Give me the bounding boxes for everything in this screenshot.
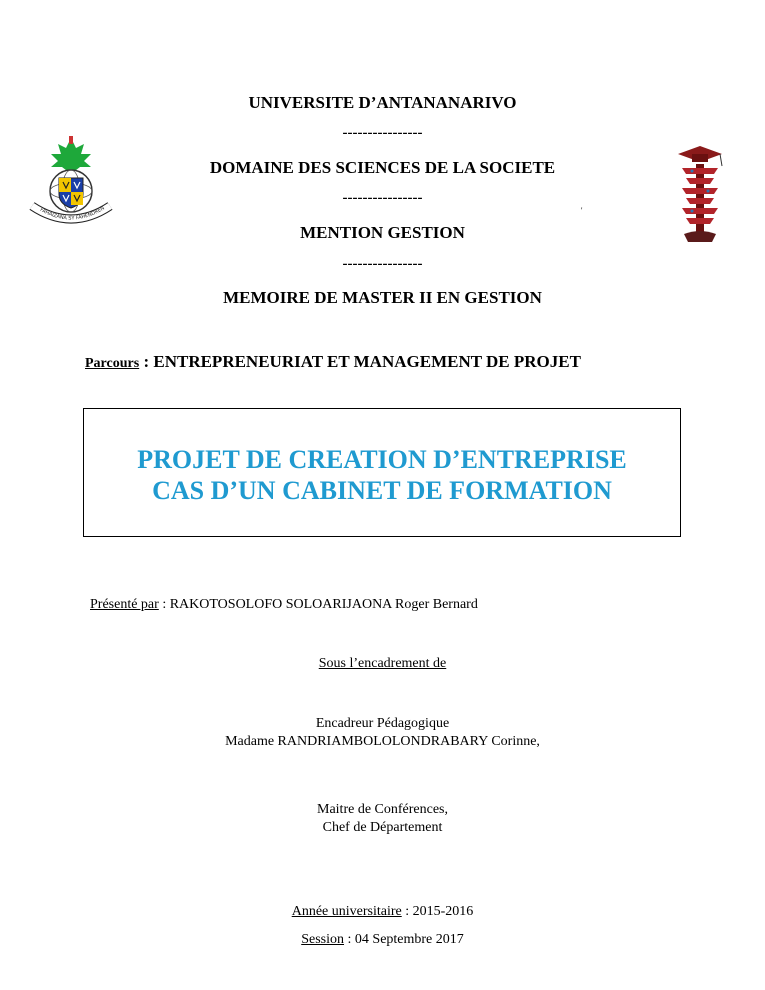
supervisor-role: Encadreur Pédagogique xyxy=(315,716,450,731)
supervisor-title-1: Maitre de Conférences, xyxy=(317,802,448,817)
academic-year-label: Année universitaire xyxy=(291,904,402,919)
logo-motto: FAHAIZANA SY FAHENDREN xyxy=(38,205,106,222)
supervisor-name: Madame RANDRIAMBOLOLONDRABARY Corinne, xyxy=(225,734,540,749)
university-crest-icon xyxy=(28,134,114,234)
presented-by-line xyxy=(90,597,478,613)
presented-separator: : xyxy=(158,597,170,612)
academic-year-separator: : xyxy=(401,904,413,919)
presented-name: RAKOTOSOLOFO SOLOARIJAONA Roger Bernard xyxy=(169,597,478,612)
domain-name: DOMAINE DES SCIENCES DE LA SOCIETE xyxy=(209,158,556,177)
session-label: Session xyxy=(301,932,345,947)
title-line-2: CAS D’UN CABINET DE FORMATION xyxy=(152,476,612,505)
parcours-separator: : xyxy=(139,352,154,371)
stray-mark: ' xyxy=(581,206,583,215)
session-value: 04 Septembre 2017 xyxy=(354,932,464,947)
university-name: UNIVERSITE D’ANTANANARIVO xyxy=(248,93,517,112)
memoire-title: MEMOIRE DE MASTER II EN GESTION xyxy=(223,288,542,307)
title-line-1: PROJET DE CREATION D’ENTREPRISE xyxy=(137,445,627,474)
separator: ---------------- xyxy=(342,256,423,272)
session-line xyxy=(0,932,765,948)
parcours-value: ENTREPRENEURIAT ET MANAGEMENT DE PROJET xyxy=(153,352,581,371)
university-logo xyxy=(28,134,114,234)
supervision-heading-text: Sous l’encadrement de xyxy=(318,656,447,671)
academic-year-value: 2015-2016 xyxy=(412,904,474,919)
separator: ---------------- xyxy=(342,190,423,206)
separator: ---------------- xyxy=(342,125,423,141)
supervisor-title-2: Chef de Département xyxy=(322,820,443,835)
title-box xyxy=(83,408,681,537)
supervision-heading xyxy=(0,656,765,672)
parcours-line xyxy=(85,352,581,372)
parcours-label: Parcours xyxy=(85,356,140,371)
academic-year-line xyxy=(0,904,765,920)
presented-label: Présenté par xyxy=(90,597,159,612)
session-separator: : xyxy=(344,932,355,947)
mention-name: MENTION GESTION xyxy=(300,223,465,242)
